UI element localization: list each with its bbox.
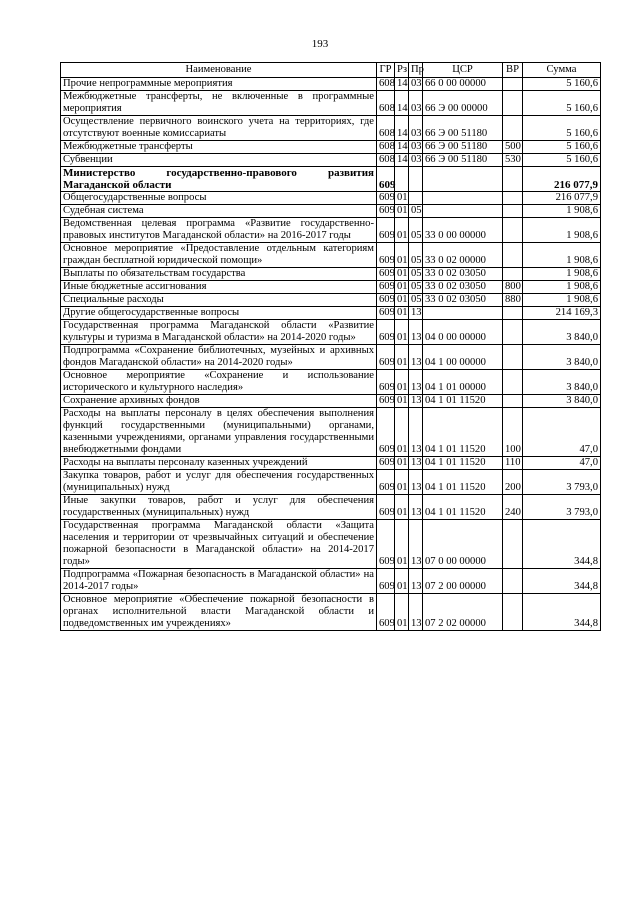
cell-rz: 01: [395, 320, 409, 345]
cell-rz: 14: [395, 91, 409, 116]
cell-vr: [503, 395, 523, 408]
cell-gr: 609: [377, 218, 395, 243]
cell-gr: 609: [377, 205, 395, 218]
table-row: [61, 167, 601, 192]
header-csr: ЦСР: [423, 63, 503, 78]
cell-pr: 05: [409, 294, 423, 307]
cell-name: Государственная программа Магаданской области «Развитие культуры и туризма в Магаданской области» на 2014-2020 годы»: [61, 320, 377, 345]
cell-sum: 1 908,6: [523, 218, 601, 243]
cell-name: Специальные расходы: [61, 294, 377, 307]
table-row: [61, 205, 601, 218]
cell-rz: 14: [395, 141, 409, 154]
cell-pr: 03: [409, 141, 423, 154]
cell-rz: 01: [395, 395, 409, 408]
cell-csr: [423, 307, 503, 320]
cell-rz: 01: [395, 495, 409, 520]
cell-vr: [503, 91, 523, 116]
cell-rz: 01: [395, 281, 409, 294]
cell-gr: 609: [377, 457, 395, 470]
header-gr: ГР: [377, 63, 395, 78]
cell-sum: 3 840,0: [523, 370, 601, 395]
cell-gr: 609: [377, 281, 395, 294]
table-row: [61, 91, 601, 116]
cell-name: Иные бюджетные ассигнования: [61, 281, 377, 294]
cell-gr: 609: [377, 192, 395, 205]
cell-csr: 04 1 01 11520: [423, 470, 503, 495]
cell-gr: 609: [377, 320, 395, 345]
cell-vr: [503, 320, 523, 345]
cell-name: Расходы на выплаты персоналу в целях обеспечения выполнения функций государственными (муниципальными) органами, казенными учреждениями, органами управления государственными внебюджетными фондами: [61, 408, 377, 457]
cell-vr: [503, 78, 523, 91]
cell-vr: 200: [503, 470, 523, 495]
cell-pr: 13: [409, 408, 423, 457]
cell-csr: 33 0 02 03050: [423, 268, 503, 281]
cell-gr: 608: [377, 91, 395, 116]
cell-sum: 5 160,6: [523, 91, 601, 116]
table-row: [61, 594, 601, 631]
table-row: [61, 520, 601, 569]
table-row: [61, 395, 601, 408]
cell-gr: 609: [377, 294, 395, 307]
cell-pr: 03: [409, 91, 423, 116]
cell-sum: 216 077,9: [523, 192, 601, 205]
cell-name: Закупка товаров, работ и услуг для обеспечения государственных (муниципальных) нужд: [61, 470, 377, 495]
cell-name: Основное мероприятие «Сохранение и использование исторического и культурного наследия»: [61, 370, 377, 395]
cell-pr: 05: [409, 205, 423, 218]
cell-gr: 609: [377, 395, 395, 408]
cell-name: Другие общегосударственные вопросы: [61, 307, 377, 320]
cell-gr: 609: [377, 470, 395, 495]
cell-rz: 01: [395, 307, 409, 320]
cell-rz: 01: [395, 569, 409, 594]
cell-name: Общегосударственные вопросы: [61, 192, 377, 205]
cell-gr: 609: [377, 345, 395, 370]
cell-csr: [423, 167, 503, 192]
cell-gr: 609: [377, 268, 395, 281]
cell-pr: 13: [409, 495, 423, 520]
cell-sum: 344,8: [523, 520, 601, 569]
cell-csr: 33 0 02 03050: [423, 294, 503, 307]
cell-name: Прочие непрограммные мероприятия: [61, 78, 377, 91]
cell-pr: 03: [409, 116, 423, 141]
cell-sum: 344,8: [523, 569, 601, 594]
cell-sum: 5 160,6: [523, 78, 601, 91]
cell-vr: [503, 569, 523, 594]
table-row: [61, 218, 601, 243]
cell-sum: 3 840,0: [523, 345, 601, 370]
header-vr: ВР: [503, 63, 523, 78]
cell-name: Межбюджетные трансферты, не включенные в программные мероприятия: [61, 91, 377, 116]
table-row: [61, 345, 601, 370]
cell-vr: [503, 192, 523, 205]
cell-name: Министерство государственно-правового развития Магаданской области: [61, 167, 377, 192]
cell-pr: 13: [409, 307, 423, 320]
cell-vr: [503, 205, 523, 218]
table-row: [61, 408, 601, 457]
cell-csr: [423, 192, 503, 205]
cell-pr: [409, 192, 423, 205]
cell-gr: 609: [377, 307, 395, 320]
cell-csr: 33 0 00 00000: [423, 218, 503, 243]
cell-rz: 01: [395, 470, 409, 495]
cell-sum: 1 908,6: [523, 294, 601, 307]
table-row: [61, 243, 601, 268]
cell-sum: 5 160,6: [523, 141, 601, 154]
table-row: [61, 281, 601, 294]
cell-rz: [395, 167, 409, 192]
cell-rz: 01: [395, 218, 409, 243]
table-row: [61, 154, 601, 167]
cell-rz: 14: [395, 116, 409, 141]
table-row: [61, 141, 601, 154]
cell-sum: 5 160,6: [523, 154, 601, 167]
cell-sum: 1 908,6: [523, 243, 601, 268]
cell-pr: [409, 167, 423, 192]
cell-name: Основное мероприятие «Обеспечение пожарной безопасности в органах исполнительной власти Магаданской области и подведомственных им учреждениях»: [61, 594, 377, 631]
cell-name: Сохранение архивных фондов: [61, 395, 377, 408]
cell-pr: 13: [409, 594, 423, 631]
table-row: [61, 457, 601, 470]
cell-csr: 04 1 01 11520: [423, 457, 503, 470]
header-rz: Рз: [395, 63, 409, 78]
cell-rz: 01: [395, 268, 409, 281]
cell-name: Подпрограмма «Сохранение библиотечных, музейных и архивных фондов Магаданской области» на 2014-2020 годы»: [61, 345, 377, 370]
cell-gr: 609: [377, 167, 395, 192]
cell-gr: 609: [377, 569, 395, 594]
cell-gr: 609: [377, 370, 395, 395]
budget-table: [60, 62, 601, 631]
cell-csr: 33 0 02 03050: [423, 281, 503, 294]
table-row: [61, 294, 601, 307]
table-row: [61, 320, 601, 345]
cell-csr: 04 1 01 11520: [423, 495, 503, 520]
cell-name: Государственная программа Магаданской области «Защита населения и территории от чрезвычайных ситуаций и обеспечение пожарной безопасности в Магаданской области» на 2014-2017 годы»: [61, 520, 377, 569]
cell-gr: 608: [377, 141, 395, 154]
cell-pr: 05: [409, 281, 423, 294]
cell-vr: 530: [503, 154, 523, 167]
cell-name: Подпрограмма «Пожарная безопасность в Магаданской области» на 2014-2017 годы»: [61, 569, 377, 594]
table-row: [61, 268, 601, 281]
cell-vr: 240: [503, 495, 523, 520]
table-row: [61, 470, 601, 495]
cell-csr: [423, 205, 503, 218]
cell-sum: 1 908,6: [523, 268, 601, 281]
table-row: [61, 495, 601, 520]
cell-rz: 01: [395, 243, 409, 268]
cell-sum: 216 077,9: [523, 167, 601, 192]
cell-gr: 608: [377, 154, 395, 167]
cell-pr: 05: [409, 268, 423, 281]
cell-name: Ведомственная целевая программа «Развитие государственно-правовых институтов Магаданской области» на 2016-2017 годы: [61, 218, 377, 243]
cell-rz: 01: [395, 192, 409, 205]
cell-vr: [503, 345, 523, 370]
cell-sum: 5 160,6: [523, 116, 601, 141]
cell-sum: 47,0: [523, 457, 601, 470]
cell-csr: 04 1 01 11520: [423, 408, 503, 457]
cell-csr: 66 Э 00 51180: [423, 141, 503, 154]
cell-sum: 3 793,0: [523, 495, 601, 520]
cell-sum: 47,0: [523, 408, 601, 457]
table-row: [61, 192, 601, 205]
header-pr: Пр: [409, 63, 423, 78]
cell-gr: 609: [377, 594, 395, 631]
cell-pr: 03: [409, 154, 423, 167]
cell-vr: [503, 370, 523, 395]
cell-csr: 07 2 00 00000: [423, 569, 503, 594]
cell-rz: 14: [395, 78, 409, 91]
cell-pr: 13: [409, 569, 423, 594]
cell-vr: [503, 167, 523, 192]
cell-name: Расходы на выплаты персоналу казенных учреждений: [61, 457, 377, 470]
cell-name: Субвенции: [61, 154, 377, 167]
cell-name: Межбюджетные трансферты: [61, 141, 377, 154]
cell-gr: 609: [377, 495, 395, 520]
cell-sum: 1 908,6: [523, 281, 601, 294]
cell-rz: 01: [395, 205, 409, 218]
cell-sum: 214 169,3: [523, 307, 601, 320]
cell-rz: 01: [395, 294, 409, 307]
cell-pr: 13: [409, 320, 423, 345]
cell-vr: 800: [503, 281, 523, 294]
cell-rz: 01: [395, 457, 409, 470]
cell-csr: 04 1 01 00000: [423, 370, 503, 395]
cell-vr: [503, 594, 523, 631]
cell-csr: 66 Э 00 51180: [423, 154, 503, 167]
cell-vr: 500: [503, 141, 523, 154]
cell-csr: 33 0 02 00000: [423, 243, 503, 268]
cell-pr: 03: [409, 78, 423, 91]
cell-pr: 13: [409, 345, 423, 370]
cell-csr: 04 1 00 00000: [423, 345, 503, 370]
cell-vr: 100: [503, 408, 523, 457]
cell-vr: [503, 116, 523, 141]
cell-name: Основное мероприятие «Предоставление отдельным категориям граждан бесплатной юридической помощи»: [61, 243, 377, 268]
header-sum: Сумма: [523, 63, 601, 78]
cell-pr: 13: [409, 470, 423, 495]
cell-csr: 66 0 00 00000: [423, 78, 503, 91]
cell-pr: 05: [409, 218, 423, 243]
cell-gr: 608: [377, 78, 395, 91]
table-row: [61, 569, 601, 594]
cell-rz: 01: [395, 594, 409, 631]
cell-rz: 01: [395, 370, 409, 395]
page-number: 193: [311, 38, 329, 50]
cell-name: Выплаты по обязательствам государства: [61, 268, 377, 281]
table-row: [61, 78, 601, 91]
cell-rz: 01: [395, 408, 409, 457]
cell-sum: 3 840,0: [523, 320, 601, 345]
cell-gr: 609: [377, 243, 395, 268]
cell-vr: [503, 307, 523, 320]
cell-vr: 110: [503, 457, 523, 470]
cell-gr: 609: [377, 408, 395, 457]
cell-name: Осуществление первичного воинского учета на территориях, где отсутствуют военные комиссариаты: [61, 116, 377, 141]
table-header-row: [61, 63, 601, 78]
header-name: Наименование: [61, 63, 377, 78]
cell-csr: 07 2 02 00000: [423, 594, 503, 631]
cell-csr: 07 0 00 00000: [423, 520, 503, 569]
cell-vr: [503, 218, 523, 243]
cell-sum: 3 793,0: [523, 470, 601, 495]
cell-pr: 13: [409, 520, 423, 569]
cell-vr: 880: [503, 294, 523, 307]
table-row: [61, 370, 601, 395]
cell-pr: 13: [409, 457, 423, 470]
cell-name: Иные закупки товаров, работ и услуг для обеспечения государственных (муниципальных) нужд: [61, 495, 377, 520]
cell-gr: 608: [377, 116, 395, 141]
cell-rz: 01: [395, 345, 409, 370]
cell-vr: [503, 243, 523, 268]
cell-csr: 66 Э 00 00000: [423, 91, 503, 116]
cell-pr: 13: [409, 370, 423, 395]
cell-csr: 66 Э 00 51180: [423, 116, 503, 141]
cell-gr: 609: [377, 520, 395, 569]
table-row: [61, 116, 601, 141]
cell-vr: [503, 520, 523, 569]
cell-csr: 04 0 00 00000: [423, 320, 503, 345]
cell-pr: 05: [409, 243, 423, 268]
cell-csr: 04 1 01 11520: [423, 395, 503, 408]
cell-pr: 13: [409, 395, 423, 408]
cell-sum: 344,8: [523, 594, 601, 631]
cell-name: Судебная система: [61, 205, 377, 218]
cell-sum: 1 908,6: [523, 205, 601, 218]
cell-rz: 01: [395, 520, 409, 569]
cell-sum: 3 840,0: [523, 395, 601, 408]
cell-rz: 14: [395, 154, 409, 167]
cell-vr: [503, 268, 523, 281]
table-row: [61, 307, 601, 320]
